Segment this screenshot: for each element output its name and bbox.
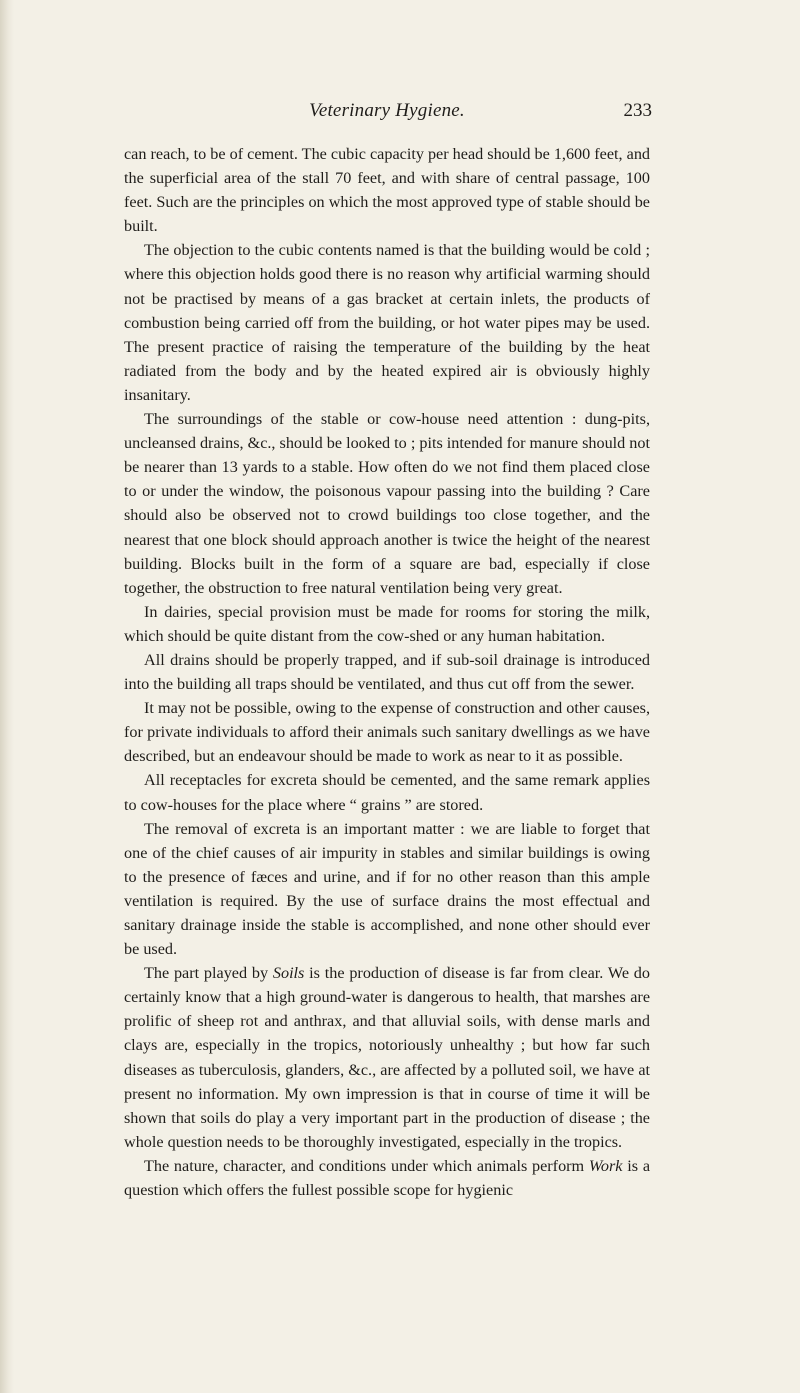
paragraph-7: All receptacles for excreta should be cemented, and the same remark applies to cow-houses for the place where “ grains ” are stored.: [124, 771, 650, 814]
paragraph-10: [124, 1154, 650, 1202]
running-head: Veterinary Hygiene.: [309, 100, 465, 121]
binding-shadow: [0, 0, 14, 1393]
paragraph-8: The removal of excreta is an important matter : we are liable to forget that one of the chief causes of air impurity in stables and similar buildings is owing to the presence of fæces and urine, and if for no other reason than this ample ventilation is required. By the use of surface drains the most effectual and sanitary drainage inside the stable is accomplished, and none other should ever be used.: [124, 819, 650, 959]
paragraph-9: [124, 961, 650, 1154]
paragraph-4: In dairies, special provision must be made for rooms for storing the milk, which should be quite distant from the cow-shed or any human habitation.: [124, 602, 650, 645]
paragraph-5: All drains should be properly trapped, and if sub-soil drainage is introduced into the building all traps should be ventilated, and thus cut off from the sewer.: [124, 650, 650, 694]
soils-term: Soils: [272, 964, 305, 983]
work-term: Work: [588, 1156, 623, 1175]
paragraph-10-before: The nature, character, and conditions under which animals perform: [144, 1156, 589, 1175]
page-number: 233: [623, 100, 652, 121]
body-text: [124, 142, 650, 1202]
paragraph-9-before: The part played by: [144, 964, 273, 983]
paragraph-9-after: is the production of disease is far from clear. We do certainly know that a high ground-water is dangerous to health, that marshes are prolific of sheep rot and anthrax, and that alluvial soils, with dense marls and clays are, especially in the tropics, notoriously unhealthy ; but how far such diseases as tuberculosis, glanders, &c., are affected by a polluted soil, we have at present no information. My own impression is that in course of time it will be shown that soils do play a very important part in the production of disease ; the whole question needs to be thoroughly investigated, especially in the tropics.: [124, 964, 650, 1151]
paragraph-6: It may not be possible, owing to the expense of construction and other causes, for private individuals to afford their animals such sanitary dwellings as we have described, but an endeavour should be made to work as near to it as possible.: [124, 699, 650, 766]
paragraph-1: can reach, to be of cement. The cubic capacity per head should be 1,600 feet, and the superficial area of the stall 70 feet, and with share of central passage, 100 feet. Such are the principles on which the most approved type of stable should be built.: [124, 145, 651, 236]
page-header: [124, 100, 650, 126]
paragraph-10-after: is a question which offers the fullest possible scope for hygienic: [124, 1156, 651, 1200]
paragraph-3: The surroundings of the stable or cow-house need attention : dung-pits, uncleansed drains, &c., should be looked to ; pits intended for manure should not be nearer than 13 yards to a stable. How often do we not find them placed close to or under the window, the poisonous vapour passing into the building ? Care should also be observed not to crowd buildings too close together, and the nearest that one block should approach another is twice the height of the nearest building. Blocks built in the form of a square are bad, especially if close together, the obstruction to free natural ventilation being very great.: [124, 410, 650, 597]
paragraph-2: The objection to the cubic contents named is that the building would be cold ; where this objection holds good there is no reason why artificial warming should not be practised by means of a gas bracket at certain inlets, the products of combustion being carried off from the building, or hot water pipes may be used. The present practice of raising the temperature of the building by the heat radiated from the body and by the heated expired air is obviously highly insanitary.: [124, 241, 650, 404]
